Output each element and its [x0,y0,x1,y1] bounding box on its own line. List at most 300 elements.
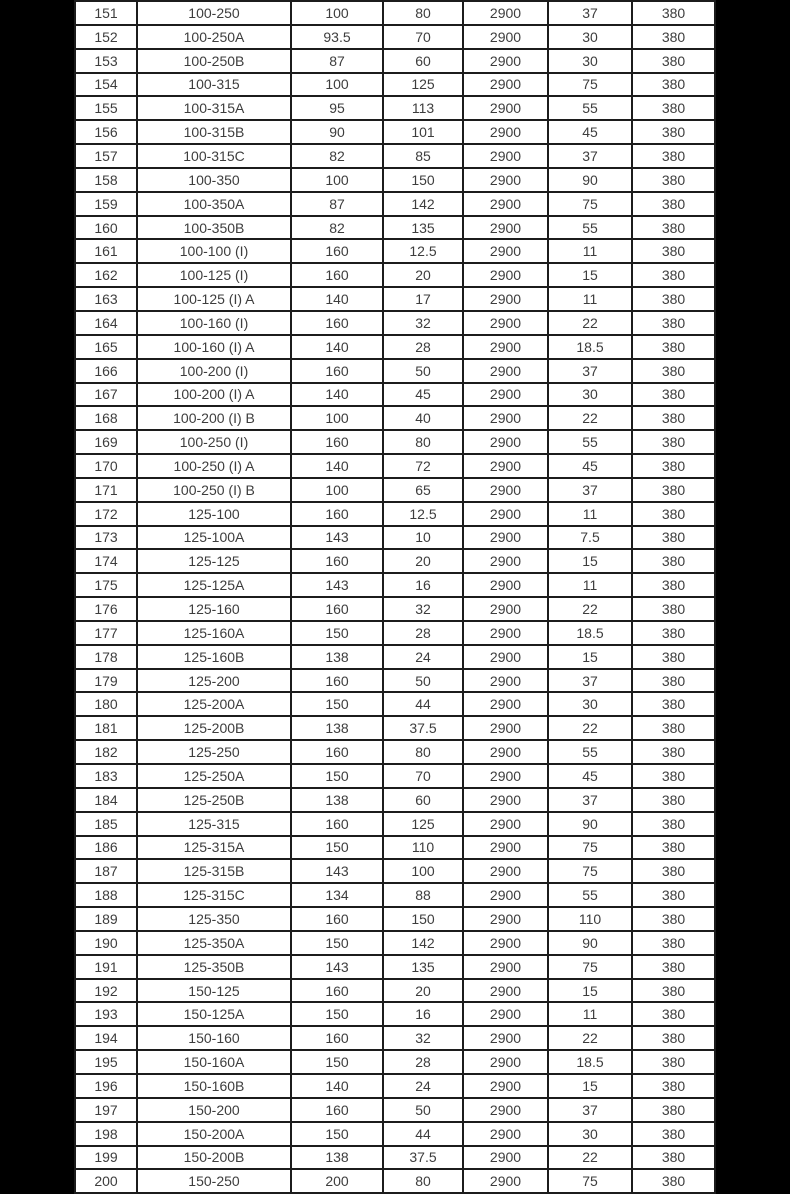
speed-cell: 2900 [464,1099,549,1121]
head-cell: 20 [384,550,464,572]
flow-cell: 143 [292,574,384,596]
table-row [76,97,716,121]
power-cell: 11 [549,503,633,525]
power-cell: 22 [549,407,633,429]
power-cell: 15 [549,1075,633,1097]
flow-cell: 138 [292,646,384,668]
speed-cell: 2900 [464,860,549,882]
model-cell: 100-315A [138,97,292,119]
model-cell: 150-250 [138,1170,292,1192]
voltage-cell: 380 [633,169,716,191]
voltage-cell: 380 [633,813,716,835]
model-cell: 125-160B [138,646,292,668]
speed-cell: 2900 [464,121,549,143]
head-cell: 80 [384,741,464,763]
model-cell: 100-315C [138,145,292,167]
power-cell: 22 [549,1147,633,1169]
table-row [76,908,716,932]
model-cell: 100-315B [138,121,292,143]
row-number-cell: 160 [76,217,138,239]
speed-cell: 2900 [464,1027,549,1049]
row-number-cell: 190 [76,932,138,954]
head-cell: 10 [384,527,464,549]
speed-cell: 2900 [464,717,549,739]
row-number-cell: 169 [76,431,138,453]
table-row [76,455,716,479]
speed-cell: 2900 [464,2,549,24]
speed-cell: 2900 [464,74,549,96]
speed-cell: 2900 [464,1170,549,1192]
row-number-cell: 154 [76,74,138,96]
power-cell: 90 [549,813,633,835]
row-number-cell: 185 [76,813,138,835]
row-number-cell: 177 [76,622,138,644]
flow-cell: 143 [292,527,384,549]
model-cell: 125-200 [138,670,292,692]
speed-cell: 2900 [464,908,549,930]
row-number-cell: 171 [76,479,138,501]
head-cell: 60 [384,50,464,72]
voltage-cell: 380 [633,479,716,501]
flow-cell: 160 [292,598,384,620]
power-cell: 15 [549,646,633,668]
table-row [76,1003,716,1027]
model-cell: 100-200 (I) B [138,407,292,429]
power-cell: 15 [549,550,633,572]
power-cell: 30 [549,50,633,72]
speed-cell: 2900 [464,479,549,501]
model-cell: 100-250A [138,26,292,48]
head-cell: 16 [384,574,464,596]
flow-cell: 138 [292,789,384,811]
head-cell: 44 [384,1123,464,1145]
power-cell: 45 [549,455,633,477]
flow-cell: 160 [292,264,384,286]
speed-cell: 2900 [464,264,549,286]
row-number-cell: 193 [76,1003,138,1025]
speed-cell: 2900 [464,598,549,620]
row-number-cell: 158 [76,169,138,191]
table-row [76,360,716,384]
head-cell: 60 [384,789,464,811]
head-cell: 44 [384,693,464,715]
speed-cell: 2900 [464,622,549,644]
head-cell: 142 [384,193,464,215]
head-cell: 80 [384,1170,464,1192]
speed-cell: 2900 [464,169,549,191]
flow-cell: 150 [292,1051,384,1073]
power-cell: 37 [549,1099,633,1121]
row-number-cell: 183 [76,765,138,787]
table-row [76,956,716,980]
model-cell: 100-250 (I) A [138,455,292,477]
row-number-cell: 163 [76,288,138,310]
flow-cell: 160 [292,431,384,453]
speed-cell: 2900 [464,550,549,572]
power-cell: 11 [549,574,633,596]
table-row [76,813,716,837]
flow-cell: 160 [292,908,384,930]
voltage-cell: 380 [633,360,716,382]
voltage-cell: 380 [633,312,716,334]
flow-cell: 143 [292,860,384,882]
row-number-cell: 186 [76,837,138,859]
power-cell: 11 [549,240,633,262]
row-number-cell: 188 [76,884,138,906]
row-number-cell: 195 [76,1051,138,1073]
flow-cell: 134 [292,884,384,906]
speed-cell: 2900 [464,932,549,954]
table-row [76,837,716,861]
head-cell: 24 [384,646,464,668]
table-row [76,860,716,884]
table-row [76,2,716,26]
table-row [76,574,716,598]
model-cell: 125-350A [138,932,292,954]
table-row [76,145,716,169]
model-cell: 125-350B [138,956,292,978]
power-cell: 55 [549,431,633,453]
model-cell: 125-125A [138,574,292,596]
voltage-cell: 380 [633,550,716,572]
head-cell: 24 [384,1075,464,1097]
head-cell: 28 [384,336,464,358]
model-cell: 150-125A [138,1003,292,1025]
power-cell: 30 [549,1123,633,1145]
model-cell: 125-315C [138,884,292,906]
flow-cell: 100 [292,407,384,429]
head-cell: 20 [384,264,464,286]
voltage-cell: 380 [633,908,716,930]
power-cell: 37 [549,670,633,692]
power-cell: 37 [549,360,633,382]
model-cell: 100-200 (I) [138,360,292,382]
speed-cell: 2900 [464,1147,549,1169]
table-row [76,884,716,908]
table-row [76,598,716,622]
flow-cell: 87 [292,50,384,72]
voltage-cell: 380 [633,1099,716,1121]
model-cell: 100-250 [138,2,292,24]
power-cell: 22 [549,1027,633,1049]
power-cell: 37 [549,479,633,501]
power-cell: 7.5 [549,527,633,549]
speed-cell: 2900 [464,741,549,763]
table-row [76,121,716,145]
voltage-cell: 380 [633,503,716,525]
head-cell: 80 [384,2,464,24]
flow-cell: 138 [292,717,384,739]
table-row [76,1027,716,1051]
speed-cell: 2900 [464,336,549,358]
flow-cell: 200 [292,1170,384,1192]
voltage-cell: 380 [633,598,716,620]
power-cell: 37 [549,2,633,24]
model-cell: 100-315 [138,74,292,96]
head-cell: 70 [384,26,464,48]
flow-cell: 93.5 [292,26,384,48]
voltage-cell: 380 [633,97,716,119]
row-number-cell: 166 [76,360,138,382]
model-cell: 125-200B [138,717,292,739]
flow-cell: 138 [292,1147,384,1169]
head-cell: 28 [384,1051,464,1073]
voltage-cell: 380 [633,765,716,787]
voltage-cell: 380 [633,1123,716,1145]
table-row [76,26,716,50]
speed-cell: 2900 [464,789,549,811]
model-cell: 100-100 (I) [138,240,292,262]
power-cell: 75 [549,837,633,859]
row-number-cell: 194 [76,1027,138,1049]
voltage-cell: 380 [633,860,716,882]
voltage-cell: 380 [633,646,716,668]
head-cell: 16 [384,1003,464,1025]
voltage-cell: 380 [633,217,716,239]
head-cell: 28 [384,622,464,644]
row-number-cell: 192 [76,980,138,1002]
flow-cell: 150 [292,622,384,644]
model-cell: 125-250B [138,789,292,811]
row-number-cell: 165 [76,336,138,358]
voltage-cell: 380 [633,1075,716,1097]
power-cell: 75 [549,860,633,882]
power-cell: 30 [549,26,633,48]
head-cell: 20 [384,980,464,1002]
voltage-cell: 380 [633,384,716,406]
flow-cell: 160 [292,670,384,692]
table-row [76,407,716,431]
model-cell: 100-125 (I) [138,264,292,286]
flow-cell: 150 [292,765,384,787]
model-cell: 100-160 (I) A [138,336,292,358]
row-number-cell: 167 [76,384,138,406]
model-cell: 100-200 (I) A [138,384,292,406]
voltage-cell: 380 [633,1027,716,1049]
head-cell: 85 [384,145,464,167]
power-cell: 90 [549,169,633,191]
model-cell: 125-160 [138,598,292,620]
row-number-cell: 164 [76,312,138,334]
power-cell: 45 [549,121,633,143]
row-number-cell: 178 [76,646,138,668]
table-row [76,741,716,765]
head-cell: 135 [384,217,464,239]
table-row [76,932,716,956]
model-cell: 125-100 [138,503,292,525]
model-cell: 100-350B [138,217,292,239]
flow-cell: 100 [292,169,384,191]
flow-cell: 150 [292,932,384,954]
flow-cell: 140 [292,336,384,358]
model-cell: 150-200A [138,1123,292,1145]
voltage-cell: 380 [633,789,716,811]
speed-cell: 2900 [464,765,549,787]
table-row [76,217,716,241]
voltage-cell: 380 [633,932,716,954]
table-row [76,503,716,527]
voltage-cell: 380 [633,74,716,96]
head-cell: 12.5 [384,240,464,262]
speed-cell: 2900 [464,1003,549,1025]
table-row [76,264,716,288]
power-cell: 30 [549,693,633,715]
voltage-cell: 380 [633,455,716,477]
power-cell: 18.5 [549,336,633,358]
head-cell: 125 [384,813,464,835]
head-cell: 65 [384,479,464,501]
speed-cell: 2900 [464,813,549,835]
flow-cell: 150 [292,837,384,859]
voltage-cell: 380 [633,336,716,358]
table-row [76,789,716,813]
flow-cell: 160 [292,980,384,1002]
head-cell: 50 [384,1099,464,1121]
table-row [76,1099,716,1123]
voltage-cell: 380 [633,717,716,739]
power-cell: 11 [549,1003,633,1025]
row-number-cell: 179 [76,670,138,692]
head-cell: 37.5 [384,717,464,739]
speed-cell: 2900 [464,646,549,668]
power-cell: 75 [549,1170,633,1192]
row-number-cell: 153 [76,50,138,72]
speed-cell: 2900 [464,527,549,549]
speed-cell: 2900 [464,956,549,978]
table-row [76,336,716,360]
row-number-cell: 155 [76,97,138,119]
power-cell: 11 [549,288,633,310]
head-cell: 40 [384,407,464,429]
voltage-cell: 380 [633,145,716,167]
row-number-cell: 159 [76,193,138,215]
speed-cell: 2900 [464,455,549,477]
voltage-cell: 380 [633,1170,716,1192]
power-cell: 75 [549,193,633,215]
head-cell: 135 [384,956,464,978]
power-cell: 15 [549,264,633,286]
head-cell: 80 [384,431,464,453]
voltage-cell: 380 [633,264,716,286]
table-row [76,288,716,312]
row-number-cell: 176 [76,598,138,620]
speed-cell: 2900 [464,574,549,596]
head-cell: 142 [384,932,464,954]
model-cell: 125-350 [138,908,292,930]
table-row [76,1123,716,1147]
power-cell: 18.5 [549,622,633,644]
flow-cell: 90 [292,121,384,143]
speed-cell: 2900 [464,980,549,1002]
row-number-cell: 184 [76,789,138,811]
voltage-cell: 380 [633,50,716,72]
flow-cell: 140 [292,455,384,477]
row-number-cell: 156 [76,121,138,143]
row-number-cell: 161 [76,240,138,262]
voltage-cell: 380 [633,288,716,310]
voltage-cell: 380 [633,693,716,715]
head-cell: 32 [384,1027,464,1049]
flow-cell: 95 [292,97,384,119]
model-cell: 150-125 [138,980,292,1002]
flow-cell: 82 [292,217,384,239]
row-number-cell: 157 [76,145,138,167]
model-cell: 100-250B [138,50,292,72]
voltage-cell: 380 [633,1051,716,1073]
model-cell: 150-160A [138,1051,292,1073]
row-number-cell: 152 [76,26,138,48]
model-cell: 125-250A [138,765,292,787]
power-cell: 37 [549,789,633,811]
model-cell: 150-200 [138,1099,292,1121]
model-cell: 125-315B [138,860,292,882]
table-row [76,1075,716,1099]
table-row [76,50,716,74]
voltage-cell: 380 [633,1147,716,1169]
head-cell: 150 [384,908,464,930]
voltage-cell: 380 [633,574,716,596]
speed-cell: 2900 [464,431,549,453]
row-number-cell: 187 [76,860,138,882]
head-cell: 150 [384,169,464,191]
model-cell: 125-250 [138,741,292,763]
table-row [76,1051,716,1075]
head-cell: 88 [384,884,464,906]
power-cell: 75 [549,956,633,978]
speed-cell: 2900 [464,884,549,906]
flow-cell: 150 [292,693,384,715]
row-number-cell: 170 [76,455,138,477]
flow-cell: 160 [292,1099,384,1121]
row-number-cell: 168 [76,407,138,429]
power-cell: 22 [549,598,633,620]
speed-cell: 2900 [464,217,549,239]
row-number-cell: 180 [76,693,138,715]
speed-cell: 2900 [464,503,549,525]
power-cell: 75 [549,74,633,96]
power-cell: 55 [549,741,633,763]
table-row [76,312,716,336]
voltage-cell: 380 [633,121,716,143]
head-cell: 50 [384,360,464,382]
head-cell: 17 [384,288,464,310]
row-number-cell: 198 [76,1123,138,1145]
power-cell: 55 [549,217,633,239]
flow-cell: 82 [292,145,384,167]
model-cell: 125-125 [138,550,292,572]
model-cell: 100-250 (I) B [138,479,292,501]
voltage-cell: 380 [633,622,716,644]
flow-cell: 100 [292,2,384,24]
voltage-cell: 380 [633,670,716,692]
flow-cell: 160 [292,312,384,334]
table-row [76,527,716,551]
flow-cell: 160 [292,360,384,382]
head-cell: 32 [384,598,464,620]
table-row [76,980,716,1004]
speed-cell: 2900 [464,288,549,310]
model-cell: 100-125 (I) A [138,288,292,310]
head-cell: 113 [384,97,464,119]
speed-cell: 2900 [464,193,549,215]
head-cell: 37.5 [384,1147,464,1169]
row-number-cell: 191 [76,956,138,978]
row-number-cell: 172 [76,503,138,525]
flow-cell: 160 [292,813,384,835]
speed-cell: 2900 [464,670,549,692]
table-row [76,74,716,98]
flow-cell: 100 [292,74,384,96]
